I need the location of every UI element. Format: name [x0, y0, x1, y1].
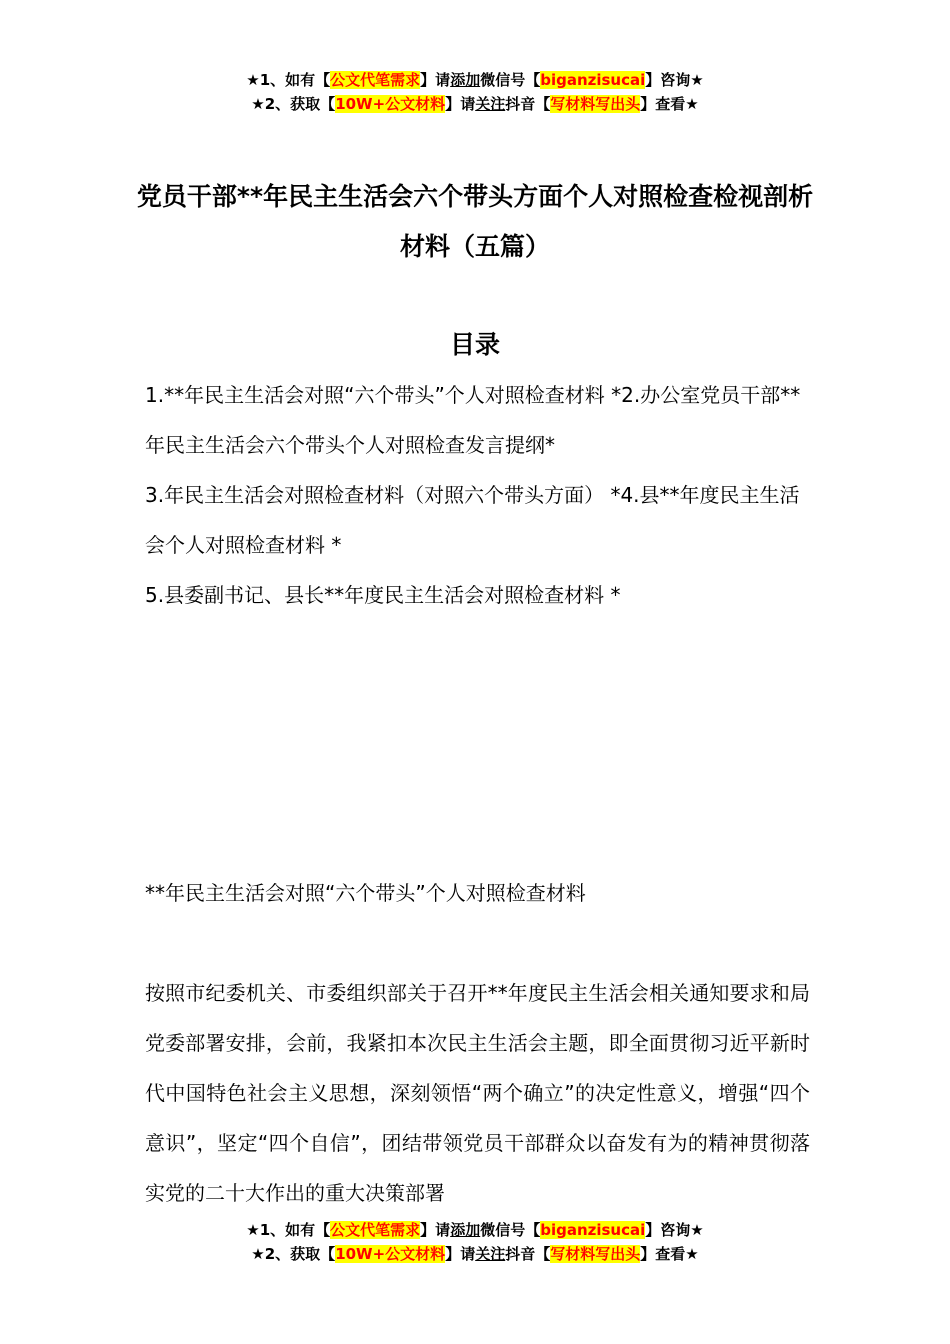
banner-text: 抖音【 — [505, 95, 551, 113]
banner-underlined: 添加 — [450, 71, 481, 89]
banner-text: 微信号【 — [480, 71, 541, 89]
banner-underlined: 添加 — [450, 1221, 481, 1239]
body-paragraph: 按照市纪委机关、市委组织部关于召开**年度民主生活会相关通知要求和局党委部署安排，会前，我紧扣本次民主生活会主题，即全面贯彻习近平新时代中国特色社会主义思想，深刻领悟“两个确立”的决定性意义，增强“四个意识”，坚定“四个自信”，团结带领党员干部群众以奋发有为的精神贯彻落实党的二十大作出的重大决策部署 — [145, 981, 810, 1205]
banner-highlight: 公文代笔需求 — [330, 1221, 421, 1239]
banner-highlight: 10W+公文材料 — [335, 95, 446, 113]
document-title: 党员干部**年民主生活会六个带头方面个人对照检查检视剖析材料（五篇） — [136, 182, 814, 261]
banner-highlight: 10W+公文材料 — [335, 1245, 446, 1263]
top-banner — [0, 68, 950, 116]
banner-line-2 — [0, 92, 950, 116]
banner-text: ★2、获取【 — [251, 1245, 336, 1263]
banner-line-1 — [0, 1218, 950, 1242]
toc-item: 1.**年民主生活会对照“六个带头”个人对照检查材料 *2.办公室党员干部**年民主生活会六个带头个人对照检查发言提纲* — [145, 383, 801, 457]
banner-text: 】请 — [445, 1245, 476, 1263]
banner-line-2 — [0, 1242, 950, 1266]
banner-text: 】请 — [420, 1221, 451, 1239]
banner-text: 】请 — [420, 71, 451, 89]
banner-text: ★1、如有【 — [246, 1221, 331, 1239]
banner-underlined: 关注 — [475, 95, 506, 113]
toc-item: 3.年民主生活会对照检查材料（对照六个带头方面） *4.县**年度民主生活会个人对照检查材料 * — [145, 483, 800, 557]
banner-text: 微信号【 — [480, 1221, 541, 1239]
banner-text: 抖音【 — [505, 1245, 551, 1263]
section-title: **年民主生活会对照“六个带头”个人对照检查材料 — [145, 881, 586, 905]
banner-douyin-id: 写材料写出头 — [550, 1245, 641, 1263]
toc-item: 5.县委副书记、县长**年度民主生活会对照检查材料 * — [145, 583, 621, 607]
banner-text: 】查看★ — [640, 95, 699, 113]
bottom-banner — [0, 1218, 950, 1266]
banner-wechat-id: biganzisucai — [540, 71, 646, 89]
banner-wechat-id: biganzisucai — [540, 1221, 646, 1239]
banner-text: 】查看★ — [640, 1245, 699, 1263]
banner-text: ★1、如有【 — [246, 71, 331, 89]
toc-heading: 目录 — [449, 330, 500, 359]
banner-douyin-id: 写材料写出头 — [550, 95, 641, 113]
banner-text: ★2、获取【 — [251, 95, 336, 113]
banner-text: 】咨询★ — [645, 1221, 704, 1239]
banner-text: 】请 — [445, 95, 476, 113]
banner-text: 】咨询★ — [645, 71, 704, 89]
banner-highlight: 公文代笔需求 — [330, 71, 421, 89]
table-of-contents — [145, 370, 810, 620]
banner-underlined: 关注 — [475, 1245, 506, 1263]
banner-line-1 — [0, 68, 950, 92]
